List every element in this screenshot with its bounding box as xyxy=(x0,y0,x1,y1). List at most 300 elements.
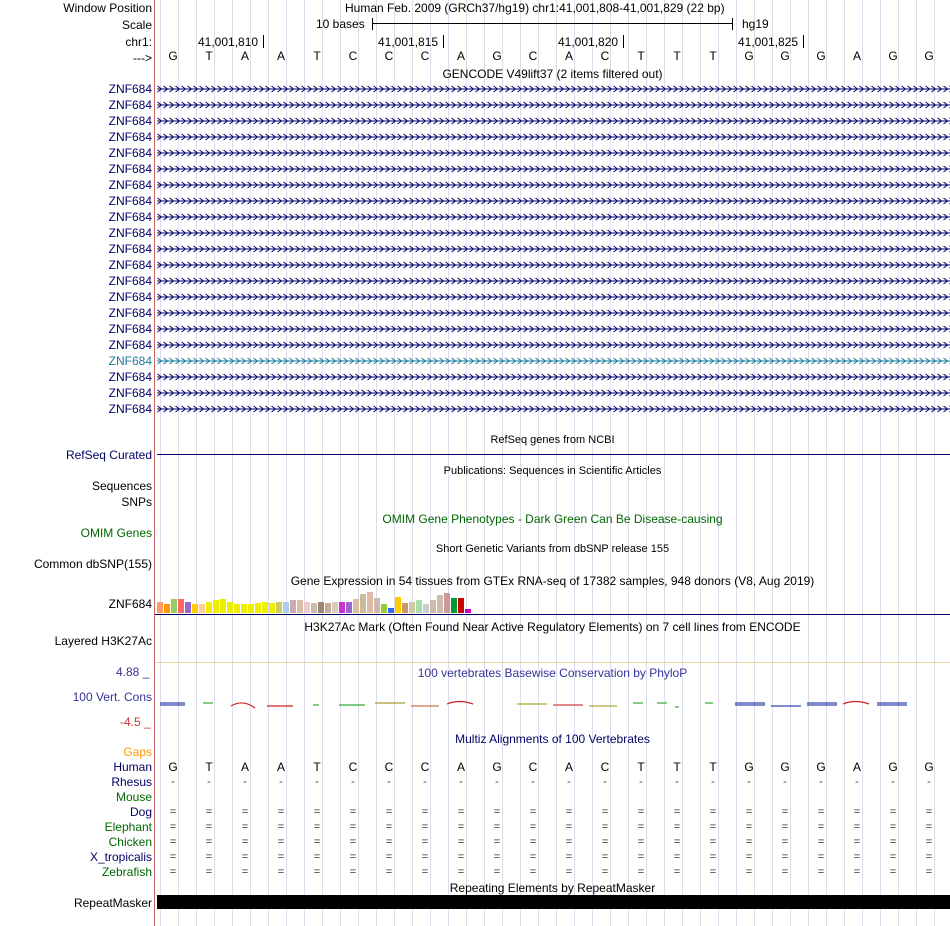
multiz-symbol: = xyxy=(493,866,501,878)
multiz-base: A xyxy=(456,760,465,774)
sequence-base: A xyxy=(240,49,249,63)
multiz-symbol: = xyxy=(673,806,681,818)
multiz-symbol: = xyxy=(925,866,933,878)
multiz-symbol: = xyxy=(853,851,861,863)
sequence-base: T xyxy=(313,49,321,63)
multiz-symbol: = xyxy=(601,821,609,833)
sequence-base: G xyxy=(816,49,826,63)
gencode-gene-label[interactable]: ZNF684 xyxy=(108,386,152,400)
multiz-species-label[interactable]: Human xyxy=(113,760,152,774)
sequence-base: G xyxy=(780,49,790,63)
multiz-species-label[interactable]: Mouse xyxy=(115,790,152,804)
gtex-tissue-bar[interactable] xyxy=(262,602,268,613)
refseq-gene-line[interactable] xyxy=(157,454,950,455)
gencode-gene-label[interactable]: ZNF684 xyxy=(108,226,152,240)
gtex-tissue-bar[interactable] xyxy=(206,602,212,613)
multiz-symbol: = xyxy=(421,866,429,878)
multiz-symbol: = xyxy=(925,821,933,833)
gencode-transcript[interactable] xyxy=(157,100,950,110)
gencode-track-title[interactable]: GENCODE V49lift37 (2 items filtered out) xyxy=(442,67,663,81)
multiz-symbol: = xyxy=(889,851,897,863)
multiz-symbol: = xyxy=(673,821,681,833)
gencode-gene-label[interactable]: ZNF684 xyxy=(108,114,152,128)
gencode-gene-label[interactable]: ZNF684 xyxy=(108,162,152,176)
multiz-base: C xyxy=(348,760,358,774)
h3k27ac-baseline xyxy=(155,662,950,663)
multiz-symbol: - xyxy=(387,776,391,788)
multiz-symbol: - xyxy=(495,776,499,788)
multiz-base: A xyxy=(564,760,573,774)
gencode-gene-label[interactable]: ZNF684 xyxy=(108,306,152,320)
gencode-transcript[interactable] xyxy=(157,356,950,366)
multiz-symbol: = xyxy=(385,866,393,878)
sequence-base: A xyxy=(276,49,285,63)
multiz-symbol: = xyxy=(169,821,177,833)
multiz-symbol: = xyxy=(601,866,609,878)
multiz-symbol: = xyxy=(457,806,465,818)
multiz-symbol: = xyxy=(241,806,249,818)
gtex-tissue-bar[interactable] xyxy=(304,602,310,613)
gtex-tissue-bar[interactable] xyxy=(227,602,233,613)
gtex-tissue-bar[interactable] xyxy=(290,600,296,613)
multiz-symbol: = xyxy=(673,866,681,878)
gtex-tissue-bar[interactable] xyxy=(199,604,205,613)
gtex-tissue-bar[interactable] xyxy=(325,603,331,613)
phylop-track-title[interactable]: 100 vertebrates Basewise Conservation by PhyloP xyxy=(417,666,688,680)
sequence-base: G xyxy=(168,49,178,63)
multiz-symbol: = xyxy=(889,821,897,833)
multiz-symbol: = xyxy=(817,821,825,833)
multiz-symbol: = xyxy=(709,851,717,863)
publications-sequences-label[interactable]: Sequences xyxy=(91,479,152,493)
scale-bar xyxy=(372,17,733,31)
sequence-base: T xyxy=(205,49,213,63)
multiz-base: G xyxy=(924,760,934,774)
gtex-tissue-bar[interactable] xyxy=(332,602,338,613)
multiz-symbol: = xyxy=(421,821,429,833)
phylop-max-label: 4.88 _ xyxy=(116,665,150,679)
multiz-symbol: = xyxy=(277,866,285,878)
multiz-symbol: - xyxy=(279,776,283,788)
multiz-symbol: = xyxy=(925,806,933,818)
gtex-tissue-bar[interactable] xyxy=(178,599,184,613)
gencode-gene-label[interactable]: ZNF684 xyxy=(108,82,152,96)
multiz-base: G xyxy=(492,760,502,774)
gtex-tissue-bar[interactable] xyxy=(220,599,226,613)
gencode-transcript[interactable] xyxy=(157,388,950,398)
multiz-base: C xyxy=(528,760,538,774)
h3k27ac-label[interactable]: Layered H3K27Ac xyxy=(54,634,152,648)
multiz-symbol: = xyxy=(205,866,213,878)
multiz-base: G xyxy=(816,760,826,774)
multiz-symbol: = xyxy=(241,821,249,833)
gencode-transcript[interactable] xyxy=(157,340,950,350)
multiz-symbol: = xyxy=(781,836,789,848)
gtex-tissue-bar[interactable] xyxy=(353,599,359,613)
multiz-symbol: = xyxy=(565,851,573,863)
sequence-base: T xyxy=(673,49,681,63)
multiz-symbol: = xyxy=(493,821,501,833)
gtex-tissue-bar[interactable] xyxy=(402,603,408,613)
coord-tick-1: 41,001,810 xyxy=(198,35,259,49)
gencode-gene-label[interactable]: ZNF684 xyxy=(108,354,152,368)
gencode-transcript[interactable] xyxy=(157,324,950,334)
sequence-base: A xyxy=(852,49,861,63)
multiz-symbol: = xyxy=(673,836,681,848)
gencode-transcript[interactable] xyxy=(157,404,950,414)
gencode-gene-label[interactable]: ZNF684 xyxy=(108,370,152,384)
gencode-gene-label[interactable]: ZNF684 xyxy=(108,194,152,208)
multiz-symbol: = xyxy=(529,851,537,863)
multiz-symbol: = xyxy=(205,851,213,863)
multiz-symbol: = xyxy=(637,821,645,833)
multiz-base: G xyxy=(780,760,790,774)
gtex-tissue-bar[interactable] xyxy=(381,604,387,613)
multiz-symbol: = xyxy=(817,866,825,878)
gtex-tissue-bar[interactable] xyxy=(241,604,247,613)
multiz-symbol: = xyxy=(781,851,789,863)
multiz-species-label[interactable]: Chicken xyxy=(108,835,152,849)
multiz-symbol: = xyxy=(925,851,933,863)
multiz-symbol: = xyxy=(637,851,645,863)
multiz-symbol: = xyxy=(781,821,789,833)
omim-track-title[interactable]: OMIM Gene Phenotypes - Dark Green Can Be Disease-causing xyxy=(382,512,723,526)
gtex-tissue-bar[interactable] xyxy=(423,604,429,613)
multiz-symbol: - xyxy=(243,776,247,788)
gencode-transcript[interactable] xyxy=(157,164,950,174)
multiz-symbol: = xyxy=(421,806,429,818)
multiz-species-label[interactable]: Zebrafish xyxy=(101,865,152,879)
multiz-symbol: = xyxy=(349,806,357,818)
gtex-tissue-bar[interactable] xyxy=(213,600,219,613)
gtex-tissue-bar[interactable] xyxy=(430,600,436,613)
sequence-base: G xyxy=(492,49,502,63)
multiz-symbol: - xyxy=(783,776,787,788)
multiz-base: C xyxy=(600,760,610,774)
coord-tick-3: 41,001,820 xyxy=(558,35,619,49)
gtex-tissue-bar[interactable] xyxy=(157,602,163,613)
gencode-transcript[interactable] xyxy=(157,260,950,270)
multiz-base: G xyxy=(168,760,178,774)
multiz-symbol: = xyxy=(853,836,861,848)
multiz-symbol: = xyxy=(745,851,753,863)
multiz-symbol: = xyxy=(421,851,429,863)
multiz-symbol: = xyxy=(745,806,753,818)
multiz-symbol: = xyxy=(313,821,321,833)
multiz-symbol: = xyxy=(637,836,645,848)
gencode-transcript[interactable] xyxy=(157,132,950,142)
multiz-symbol: = xyxy=(853,806,861,818)
gtex-track-title[interactable]: Gene Expression in 54 tissues from GTEx RNA-seq of 17382 samples, 948 donors (V8, Aug 2019) xyxy=(290,574,815,588)
gencode-gene-label[interactable]: ZNF684 xyxy=(108,98,152,112)
sequence-base: C xyxy=(600,49,610,63)
sequence-base: G xyxy=(888,49,898,63)
scale-bases-text: 10 bases xyxy=(316,17,365,31)
multiz-symbol: = xyxy=(889,806,897,818)
multiz-symbol: = xyxy=(385,806,393,818)
sequence-base: A xyxy=(564,49,573,63)
sequence-base: T xyxy=(637,49,645,63)
multiz-base: T xyxy=(709,760,717,774)
multiz-symbol: - xyxy=(423,776,427,788)
multiz-track-title[interactable]: Multiz Alignments of 100 Vertebrates xyxy=(455,732,650,746)
multiz-symbol: = xyxy=(349,851,357,863)
coord-tick-mark-1 xyxy=(263,35,264,48)
multiz-symbol: - xyxy=(351,776,355,788)
multiz-species-label[interactable]: Dog xyxy=(129,805,152,819)
sequence-base: C xyxy=(528,49,538,63)
gencode-transcript[interactable] xyxy=(157,372,950,382)
gencode-transcript[interactable] xyxy=(157,180,950,190)
gtex-tissue-bar[interactable] xyxy=(311,603,317,613)
multiz-symbol: = xyxy=(277,821,285,833)
multiz-symbol: = xyxy=(565,806,573,818)
multiz-symbol: = xyxy=(349,866,357,878)
h3k27ac-track-title[interactable]: H3K27Ac Mark (Often Found Near Active Regulatory Elements) on 7 cell lines from ENCODE xyxy=(304,620,801,634)
gtex-tissue-bar[interactable] xyxy=(318,602,324,613)
multiz-symbol: = xyxy=(241,866,249,878)
gencode-transcript[interactable] xyxy=(157,148,950,158)
multiz-symbol: = xyxy=(637,806,645,818)
multiz-base: G xyxy=(888,760,898,774)
phylop-wiggle[interactable] xyxy=(155,690,950,720)
multiz-symbol: - xyxy=(747,776,751,788)
gtex-tissue-bar[interactable] xyxy=(458,598,464,613)
multiz-symbol: = xyxy=(781,806,789,818)
phylop-label[interactable]: 100 Vert. Cons xyxy=(72,690,152,704)
multiz-symbol: = xyxy=(241,836,249,848)
multiz-symbol: = xyxy=(385,851,393,863)
sequence-base: T xyxy=(709,49,717,63)
gencode-gene-label[interactable]: ZNF684 xyxy=(108,178,152,192)
multiz-base: A xyxy=(240,760,249,774)
multiz-symbol: - xyxy=(603,776,607,788)
multiz-symbol: - xyxy=(531,776,535,788)
refseq-track-title[interactable]: RefSeq genes from NCBI xyxy=(490,434,615,446)
multiz-symbol: - xyxy=(675,776,679,788)
repeatmasker-element-bar[interactable] xyxy=(157,895,950,909)
multiz-symbol: = xyxy=(601,851,609,863)
gencode-transcript[interactable] xyxy=(157,228,950,238)
multiz-symbol: = xyxy=(601,836,609,848)
gtex-expression-bars[interactable] xyxy=(157,588,557,613)
multiz-symbol: = xyxy=(601,806,609,818)
gencode-gene-label[interactable]: ZNF684 xyxy=(108,146,152,160)
multiz-symbol: - xyxy=(711,776,715,788)
coord-tick-2: 41,001,815 xyxy=(378,35,439,49)
gtex-tissue-bar[interactable] xyxy=(360,594,366,613)
multiz-symbol: = xyxy=(169,866,177,878)
omim-genes-label[interactable]: OMIM Genes xyxy=(80,526,152,540)
multiz-base: C xyxy=(420,760,430,774)
multiz-symbol: = xyxy=(745,836,753,848)
coord-tick-mark-4 xyxy=(803,35,804,48)
multiz-symbol: = xyxy=(673,851,681,863)
gtex-tissue-bar[interactable] xyxy=(416,600,422,613)
multiz-symbol: = xyxy=(709,866,717,878)
multiz-gaps-label[interactable]: Gaps xyxy=(123,745,152,759)
multiz-symbol: = xyxy=(745,866,753,878)
sequence-base: C xyxy=(348,49,358,63)
gencode-transcript[interactable] xyxy=(157,212,950,222)
multiz-symbol: = xyxy=(709,806,717,818)
multiz-base: T xyxy=(205,760,213,774)
multiz-symbol: = xyxy=(745,821,753,833)
multiz-symbol: = xyxy=(457,851,465,863)
multiz-symbol: = xyxy=(493,806,501,818)
multiz-symbol: = xyxy=(493,836,501,848)
multiz-symbol: = xyxy=(709,821,717,833)
multiz-symbol: = xyxy=(529,821,537,833)
multiz-symbol: = xyxy=(709,836,717,848)
publications-snps-label[interactable]: SNPs xyxy=(121,495,152,509)
strand-label: ---> xyxy=(133,51,152,65)
repeatmasker-label[interactable]: RepeatMasker xyxy=(73,896,152,910)
scale-label: Scale xyxy=(121,18,152,32)
gencode-transcript[interactable] xyxy=(157,84,950,94)
multiz-symbol: = xyxy=(313,806,321,818)
gencode-transcript[interactable] xyxy=(157,276,950,286)
multiz-symbol: = xyxy=(565,836,573,848)
gtex-tissue-bar[interactable] xyxy=(451,598,457,613)
gtex-tissue-bar[interactable] xyxy=(367,592,373,613)
multiz-species-label[interactable]: X_tropicalis xyxy=(89,850,152,864)
gencode-gene-label[interactable]: ZNF684 xyxy=(108,210,152,224)
gtex-tissue-bar[interactable] xyxy=(388,608,394,613)
multiz-symbol: = xyxy=(817,836,825,848)
multiz-symbol: - xyxy=(891,776,895,788)
gencode-gene-label[interactable]: ZNF684 xyxy=(108,274,152,288)
gtex-tissue-bar[interactable] xyxy=(276,602,282,613)
multiz-base: T xyxy=(637,760,645,774)
multiz-symbol: = xyxy=(817,806,825,818)
multiz-symbol: = xyxy=(205,836,213,848)
gtex-tissue-bar[interactable] xyxy=(437,595,443,613)
gtex-tissue-bar[interactable] xyxy=(171,599,177,613)
gencode-transcript[interactable] xyxy=(157,196,950,206)
coord-tick-4: 41,001,825 xyxy=(738,35,799,49)
gencode-gene-label[interactable]: ZNF684 xyxy=(108,258,152,272)
multiz-base: T xyxy=(313,760,321,774)
gtex-tissue-bar[interactable] xyxy=(234,604,240,613)
multiz-symbol: = xyxy=(853,866,861,878)
gencode-gene-label[interactable]: ZNF684 xyxy=(108,290,152,304)
coord-tick-mark-3 xyxy=(623,35,624,48)
multiz-symbol: = xyxy=(529,866,537,878)
multiz-symbol: - xyxy=(567,776,571,788)
multiz-symbol: = xyxy=(457,836,465,848)
multiz-symbol: = xyxy=(781,866,789,878)
dbsnp-track-title[interactable]: Short Genetic Variants from dbSNP release 155 xyxy=(435,543,670,555)
gencode-gene-label[interactable]: ZNF684 xyxy=(108,130,152,144)
gtex-tissue-bar[interactable] xyxy=(297,600,303,613)
gencode-gene-label[interactable]: ZNF684 xyxy=(108,242,152,256)
multiz-symbol: = xyxy=(529,836,537,848)
gtex-gene-label[interactable]: ZNF684 xyxy=(108,597,152,611)
multiz-species-label[interactable]: Rhesus xyxy=(111,775,152,789)
multiz-symbol: = xyxy=(385,821,393,833)
multiz-symbol: = xyxy=(277,836,285,848)
multiz-symbol: = xyxy=(313,851,321,863)
multiz-symbol: = xyxy=(529,806,537,818)
multiz-symbol: - xyxy=(171,776,175,788)
multiz-symbol: = xyxy=(277,806,285,818)
gtex-tissue-bar[interactable] xyxy=(269,603,275,613)
multiz-symbol: = xyxy=(241,851,249,863)
gtex-tissue-bar[interactable] xyxy=(395,597,401,613)
publications-track-title[interactable]: Publications: Sequences in Scientific Articles xyxy=(443,465,662,477)
multiz-symbol: = xyxy=(169,836,177,848)
gtex-tissue-bar[interactable] xyxy=(185,602,191,613)
multiz-symbol: - xyxy=(927,776,931,788)
multiz-symbol: - xyxy=(855,776,859,788)
gtex-tissue-bar[interactable] xyxy=(248,604,254,613)
label-divider xyxy=(154,0,155,926)
multiz-symbol: = xyxy=(205,821,213,833)
gencode-transcript[interactable] xyxy=(157,292,950,302)
multiz-symbol: = xyxy=(637,866,645,878)
gtex-tissue-bar[interactable] xyxy=(192,604,198,613)
multiz-symbol: = xyxy=(169,851,177,863)
multiz-symbol: - xyxy=(459,776,463,788)
multiz-base: C xyxy=(384,760,394,774)
multiz-species-label[interactable]: Elephant xyxy=(104,820,152,834)
gtex-tissue-bar[interactable] xyxy=(409,602,415,613)
gtex-tissue-bar[interactable] xyxy=(283,602,289,613)
multiz-symbol: = xyxy=(565,821,573,833)
multiz-symbol: = xyxy=(457,821,465,833)
gencode-transcript[interactable] xyxy=(157,244,950,254)
gencode-gene-label[interactable]: ZNF684 xyxy=(108,338,152,352)
gtex-tissue-bar[interactable] xyxy=(164,604,170,613)
multiz-base: A xyxy=(276,760,285,774)
multiz-symbol: = xyxy=(925,836,933,848)
multiz-symbol: - xyxy=(819,776,823,788)
refseq-curated-label[interactable]: RefSeq Curated xyxy=(65,448,152,462)
gtex-tissue-bar[interactable] xyxy=(339,602,345,613)
repeatmasker-track-title[interactable]: Repeating Elements by RepeatMasker xyxy=(449,881,656,895)
gencode-transcript[interactable] xyxy=(157,116,950,126)
dbsnp-label[interactable]: Common dbSNP(155) xyxy=(33,557,152,571)
gtex-tissue-bar[interactable] xyxy=(346,602,352,613)
gtex-tissue-bar[interactable] xyxy=(465,609,471,613)
multiz-symbol: = xyxy=(277,851,285,863)
sequence-base: G xyxy=(744,49,754,63)
phylop-min-label: -4.5 _ xyxy=(120,715,151,729)
multiz-symbol: = xyxy=(889,866,897,878)
assembly-position-text: Human Feb. 2009 (GRCh37/hg19) chr1:41,001,808-41,001,829 (22 bp) xyxy=(345,1,725,15)
coord-tick-mark-2 xyxy=(443,35,444,48)
multiz-symbol: = xyxy=(349,836,357,848)
gencode-gene-label[interactable]: ZNF684 xyxy=(108,322,152,336)
multiz-symbol: = xyxy=(313,866,321,878)
multiz-symbol: = xyxy=(385,836,393,848)
multiz-symbol: = xyxy=(565,866,573,878)
sequence-base: C xyxy=(384,49,394,63)
gencode-gene-label[interactable]: ZNF684 xyxy=(108,402,152,416)
gtex-tissue-bar[interactable] xyxy=(444,593,450,613)
gtex-divider xyxy=(155,614,950,615)
sequence-base: G xyxy=(924,49,934,63)
dna-sequence xyxy=(155,49,950,63)
gtex-tissue-bar[interactable] xyxy=(374,598,380,613)
scale-db-text: hg19 xyxy=(742,17,769,31)
multiz-base: A xyxy=(852,760,861,774)
gencode-transcript[interactable] xyxy=(157,308,950,318)
multiz-symbol: = xyxy=(457,866,465,878)
multiz-symbol: = xyxy=(349,821,357,833)
gtex-tissue-bar[interactable] xyxy=(255,603,261,613)
